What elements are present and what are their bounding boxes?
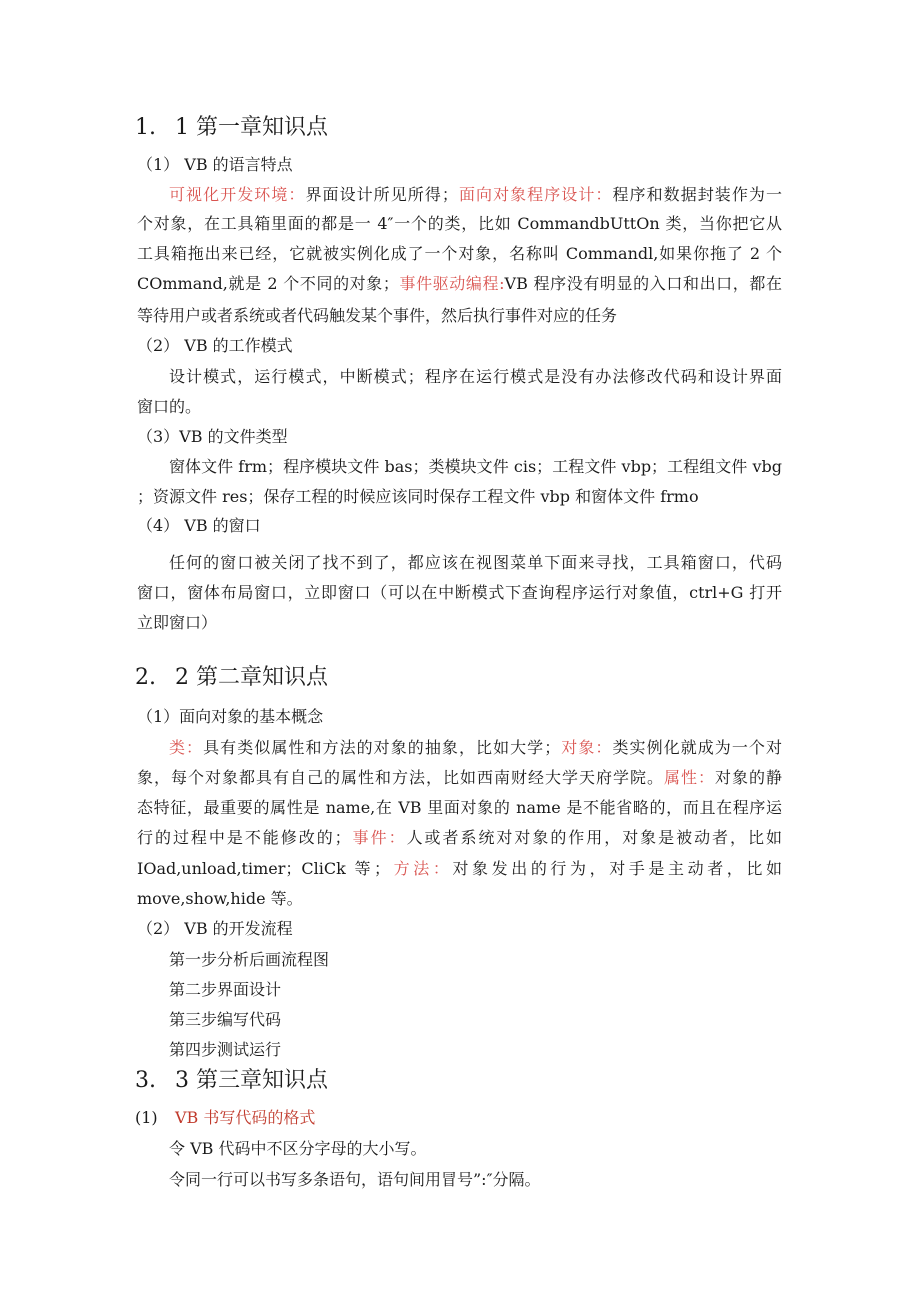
chapter-3-heading: 3. 3 第三章知识点 — [135, 1068, 328, 1093]
paragraph-line: 象，每个对象都具有自己的属性和方法，比如西南财经大学天府学院。属性：对象的静 — [137, 768, 782, 787]
paragraph-line: ；资源文件 res；保存工程的时候应该同时保存工程文件 vbp 和窗体文件 frmo — [137, 487, 699, 506]
paragraph-line: 令同一行可以书写多条语句，语句间用冒号”:″分隔。 — [169, 1170, 541, 1189]
section-1-4-title: （4） VB 的窗口 — [137, 516, 261, 535]
paragraph-line: 工具箱拖出来已经，它就被实例化成了一个对象，名称叫 Commandl,如果你拖了 2 个 — [137, 244, 782, 263]
list-item: 第三步编写代码 — [169, 1010, 282, 1029]
paragraph-line: 等待用户或者系统或者代码触发某个事件，然后执行事件对应的任务 — [137, 306, 618, 325]
paragraph-line: 类：具有类似属性和方法的对象的抽象，比如大学；对象：类实例化就成为一个对 — [169, 738, 782, 757]
list-item: 第四步测试运行 — [169, 1040, 282, 1059]
paragraph-line: 窗体文件 frm；程序模块文件 bas；类模块文件 cis；工程文件 vbp；工程组文件 vbg — [169, 457, 782, 476]
paragraph-line: 窗口，窗体布局窗口，立即窗口（可以在中断模式下查询程序运行对象值，ctrl+G 打开 — [137, 583, 782, 602]
section-1-1-title: （1） VB 的语言特点 — [137, 155, 293, 174]
list-item: 第二步界面设计 — [169, 980, 282, 999]
paragraph-line: 任何的窗口被关闭了找不到了，都应该在视图菜单下面来寻找，工具箱窗口，代码 — [169, 553, 782, 572]
chapter-2-heading: 2. 2 第二章知识点 — [135, 665, 328, 690]
paragraph-line: 令 VB 代码中不区分字母的大小写。 — [169, 1139, 427, 1158]
paragraph-line: move,show,hide 等。 — [137, 889, 303, 908]
paragraph-line: 立即窗口） — [137, 613, 218, 632]
chapter-1-heading: 1. 1 第一章知识点 — [135, 115, 328, 140]
list-item: 第一步分析后画流程图 — [169, 950, 330, 969]
section-2-1-title: （1）面向对象的基本概念 — [137, 707, 324, 726]
section-1-2-title: （2） VB 的工作模式 — [137, 336, 293, 355]
section-2-2-title: （2） VB 的开发流程 — [137, 919, 293, 938]
paragraph-line: IOad,unload,timer；CliCk 等；方法：对象发出的行为，对手是主动者，比如 — [137, 859, 782, 878]
paragraph-line: COmmand,就是 2 个不同的对象；事件驱动编程:VB 程序没有明显的入口和出口，都在 — [137, 274, 782, 293]
paragraph-line: 态特征，最重要的属性是 name,在 VB 里面对象的 name 是不能省略的，而且在程序运 — [137, 798, 782, 817]
section-1-3-title: （3）VB 的文件类型 — [137, 427, 288, 446]
paragraph-line: 个对象，在工具箱里面的都是一 4″一个的类，比如 CommandbUttOn 类，当你把它从 — [137, 214, 782, 233]
paragraph-line: 行的过程中是不能修改的；事件：人或者系统对对象的作用，对象是被动者，比如 — [137, 828, 782, 847]
paragraph-line: 设计模式，运行模式，中断模式；程序在运行模式是没有办法修改代码和设计界面 — [169, 367, 782, 386]
section-3-1-title: (1) VB 书写代码的格式 — [135, 1108, 316, 1127]
paragraph-line: 可视化开发环境：界面设计所见所得；面向对象程序设计：程序和数据封装作为一 — [169, 185, 782, 204]
paragraph-line: 窗口的。 — [137, 397, 202, 416]
